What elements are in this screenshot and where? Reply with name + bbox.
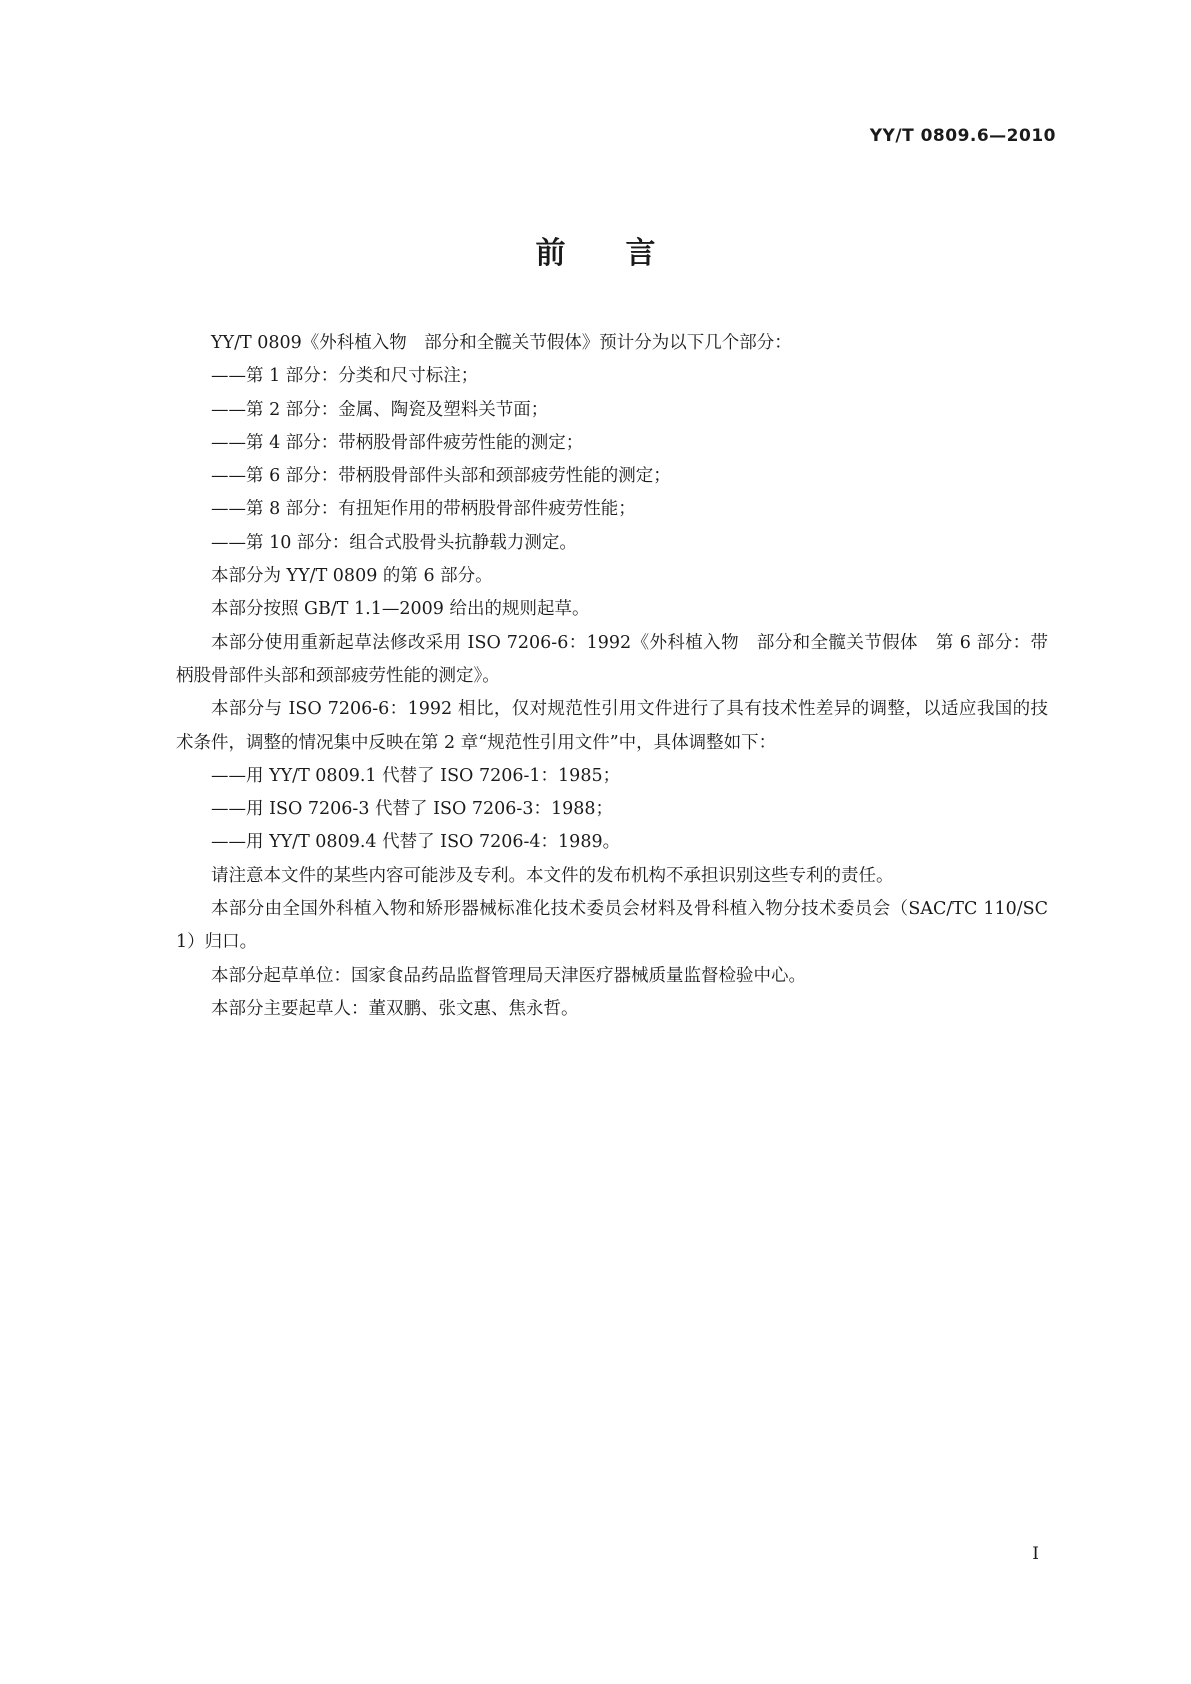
list-item-part-2: ——第 2 部分：金属、陶瓷及塑料关节面； xyxy=(211,399,549,420)
list-item-part-6: ——第 6 部分：带柄股骨部件头部和颈部疲劳性能的测定； xyxy=(211,466,671,487)
list-item-part-4: ——第 4 部分：带柄股骨部件疲劳性能的测定； xyxy=(211,432,584,453)
list-item-replacement-1: ——用 YY/T 0809.1 代替了 ISO 7206-1：1985； xyxy=(211,765,621,786)
paragraph-adoption: 本部分使用重新起草法修改采用 ISO 7206-6：1992《外科植入物 部分和全髋关节假体 第 6 部分：带柄股骨部件头部和颈部疲劳性能的测定》。 xyxy=(176,632,1048,686)
paragraph-intro: YY/T 0809《外科植入物 部分和全髋关节假体》预计分为以下几个部分： xyxy=(211,333,792,353)
list-item-replacement-3: ——用 ISO 7206-3 代替了 ISO 7206-3：1988； xyxy=(211,799,614,820)
list-item-part-10: ——第 10 部分：组合式股骨头抗静载力测定。 xyxy=(211,532,577,553)
list-item-part-8: ——第 8 部分：有扭矩作用的带柄股骨部件疲劳性能； xyxy=(211,499,636,520)
list-item-replacement-4: ——用 YY/T 0809.4 代替了 ISO 7206-4：1989。 xyxy=(211,832,621,853)
paragraph-part-statement: 本部分为 YY/T 0809 的第 6 部分。 xyxy=(211,566,493,587)
paragraph-drafting-rules: 本部分按照 GB/T 1.1—2009 给出的规则起草。 xyxy=(211,599,590,620)
page-number: I xyxy=(1032,1544,1039,1564)
standard-code: YY/T 0809.6—2010 xyxy=(869,126,1056,146)
paragraph-drafters: 本部分主要起草人：董双鹏、张文惠、焦永哲。 xyxy=(211,998,579,1019)
foreword-body xyxy=(176,327,1048,1026)
paragraph-committee: 本部分由全国外科植入物和矫形器械标准化技术委员会材料及骨科植入物分技术委员会（SAC/TC 110/SC 1）归口。 xyxy=(176,899,1048,953)
page-title: 前言 xyxy=(535,236,716,271)
list-item-part-1: ——第 1 部分：分类和尺寸标注； xyxy=(211,366,479,387)
paragraph-drafting-unit: 本部分起草单位：国家食品药品监督管理局天津医疗器械质量监督检验中心。 xyxy=(211,965,806,986)
paragraph-patent-notice: 请注意本文件的某些内容可能涉及专利。本文件的发布机构不承担识别这些专利的责任。 xyxy=(211,865,894,886)
paragraph-differences: 本部分与 ISO 7206-6：1992 相比，仅对规范性引用文件进行了具有技术性差异的调整，以适应我国的技术条件，调整的情况集中反映在第 2 章“规范性引用文件”中，具体调整如下： xyxy=(176,699,1048,753)
